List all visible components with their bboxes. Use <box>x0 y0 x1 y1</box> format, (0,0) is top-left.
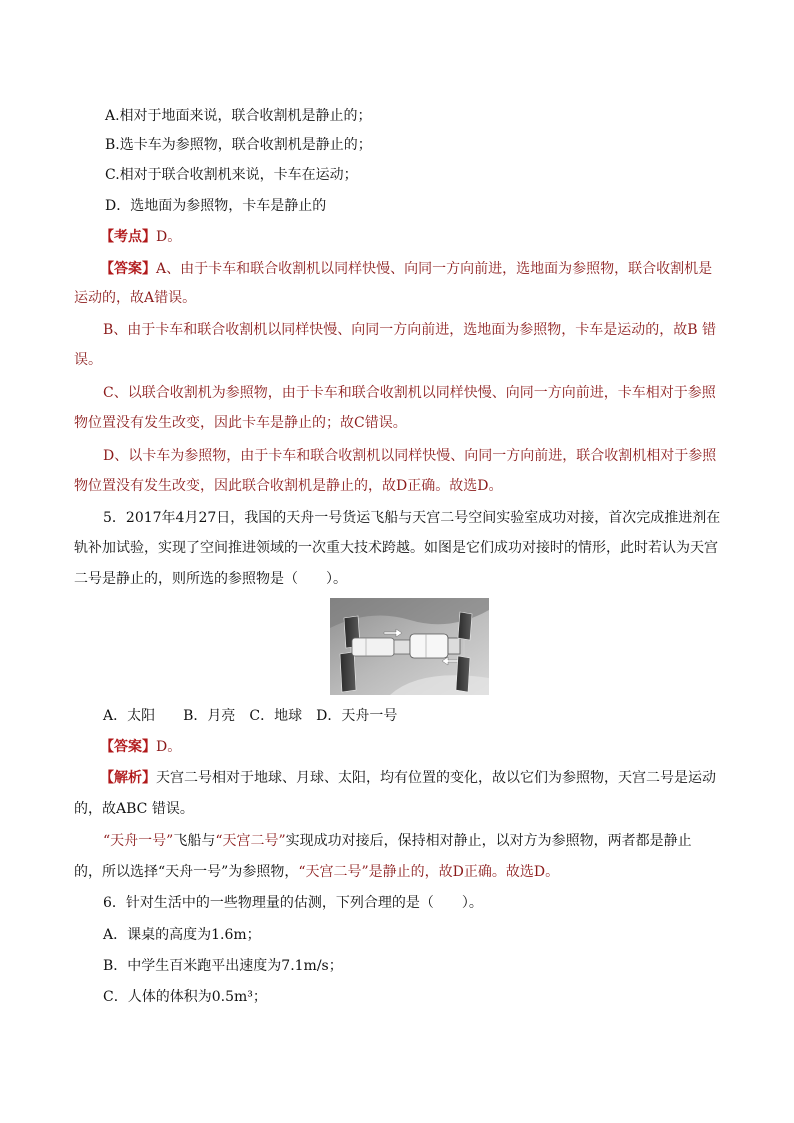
q5-stem-1: 5．2017年4月27日，我国的天舟一号货运飞船与天宫二号空间实验室成功对接，首次完成推进剂在 <box>103 510 721 526</box>
q5-stem-3: 二号是静止的，则所选的参照物是（ ）。 <box>74 571 347 587</box>
answer-c-1: C、以联合收割机为参照物，由于卡车和联合收割机以同样快慢、向同一方向前进，卡车相对于参照 <box>103 385 716 401</box>
q6-option-b: B．中学生百米跑平出速度为7.1m/s； <box>103 958 343 974</box>
answer-d-2: 物位置没有发生改变，因此联合收割机是静止的，故D正确。故选D。 <box>74 478 503 494</box>
q4-option-b: B.选卡车为参照物，联合收割机是静止的； <box>105 137 372 153</box>
q5-stem-2: 轨补加试验，实现了空间推进领域的一次重大技术跨越。如图是它们成功对接时的情形，此时若认为天宫 <box>74 540 718 556</box>
q5-analysis-tag: 【解析】 <box>100 770 156 786</box>
q4-kaodian <box>100 227 181 247</box>
q6-option-a: A．课桌的高度为1.6m； <box>103 927 261 943</box>
answer-a-1: A、由于卡车和联合收割机以同样快慢、向同一方向前进，选地面为参照物，联合收割机是 <box>156 261 713 277</box>
q5-analysis-4-q: “天宫二号” <box>298 864 369 880</box>
q5-analysis-2: 的，故ABC 错误。 <box>74 801 194 817</box>
q5-analysis-text-1: 天宫二号相对于地球、月球、太阳，均有位置的变化，故以它们为参照物，天宫二号是运动 <box>156 770 716 786</box>
q5-answer <box>100 737 181 757</box>
answer-a-2: 运动的，故A错误。 <box>74 290 197 306</box>
q5-answer-text: D。 <box>156 739 182 755</box>
q5-analysis-3 <box>103 831 692 851</box>
q5-analysis-4 <box>74 862 559 882</box>
q5-analysis-3-q1: “天舟一号” <box>103 833 174 849</box>
q6-option-c: C．人体的体积为0.5m³； <box>103 989 267 1005</box>
q5-options: A．太阳 B．月亮 C．地球 D．天舟一号 <box>103 708 398 724</box>
q5-analysis-3-t1: 飞船与 <box>173 833 216 849</box>
q5-answer-tag: 【答案】 <box>100 739 156 755</box>
q6-stem: 6．针对生活中的一些物理量的估测，下列合理的是（ ）。 <box>103 895 483 911</box>
answer-b-1: B、由于卡车和联合收割机以同样快慢、向同一方向前进，选地面为参照物，卡车是运动的，故B 错 <box>103 322 717 338</box>
docking-photo <box>330 598 489 695</box>
answer-d-1: D、以卡车为参照物，由于卡车和联合收割机以同样快慢、向同一方向前进，联合收割机相对于参照 <box>103 448 717 464</box>
q4-option-d: D．选地面为参照物，卡车是静止的 <box>105 198 327 214</box>
answer-b-2: 误。 <box>74 352 102 368</box>
q5-analysis-3-t2: 实现成功对接后，保持相对静止，以对方为参照物，两者都是静止 <box>285 833 692 849</box>
q5-analysis-1 <box>100 768 716 788</box>
answer-tag: 【答案】 <box>100 261 156 277</box>
q5-analysis-4-t1: 的，所以选择“天舟一号”为参照物， <box>74 864 299 880</box>
q5-analysis-3-q2: “天宫二号” <box>215 833 286 849</box>
q4-option-c: C.相对于联合收割机来说，卡车在运动； <box>105 167 358 183</box>
q4-answer-line-1 <box>100 259 712 279</box>
answer-c-2: 物位置没有发生改变，因此卡车是静止的；故C错误。 <box>74 415 407 431</box>
q4-option-a: A.相对于地面来说，联合收割机是静止的； <box>105 108 372 124</box>
kaodian-text: D。 <box>156 229 182 245</box>
q5-analysis-4-t2: 是静止的，故D正确。故选D。 <box>368 864 560 880</box>
kaodian-tag: 【考点】 <box>100 229 156 245</box>
